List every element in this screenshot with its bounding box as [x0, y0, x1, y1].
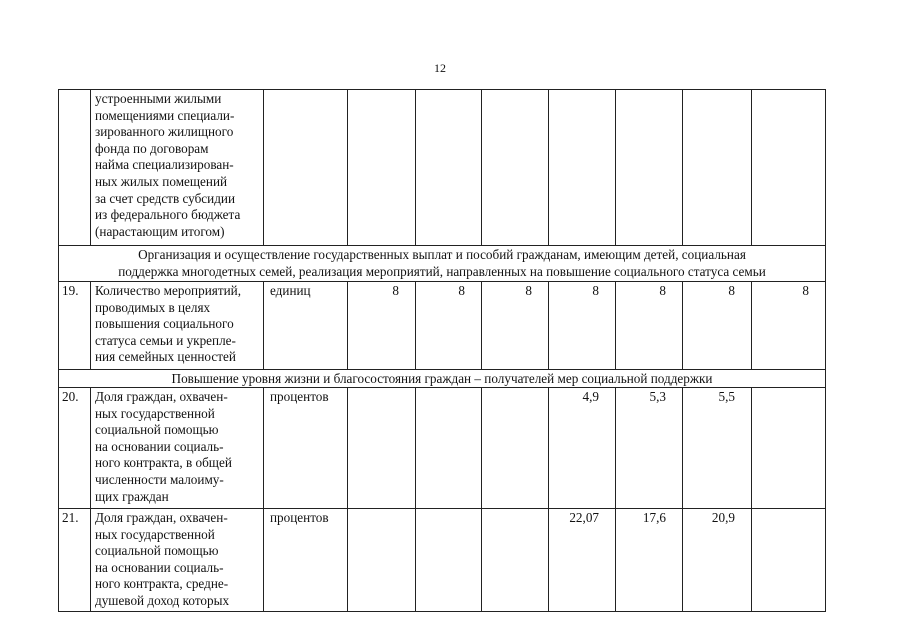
row-number-cell: 21.	[59, 509, 91, 612]
section-header-row	[59, 370, 826, 388]
row-number-cell	[59, 90, 91, 246]
indicator-description: устроенными жилыми помещениями специали- зированного жилищного фонда по договорам найма специализирован- ных жилых помещений за счет средств субсидии из федерального бюджета (нарастающим итогом)	[91, 90, 264, 246]
value-cell: 5,5	[683, 388, 752, 509]
unit-cell: процентов	[264, 388, 348, 509]
value-cell	[752, 509, 826, 612]
section-title-welfare: Повышение уровня жизни и благосостояния граждан – получателей мер социальной поддержки	[59, 370, 826, 388]
page-number: 12	[434, 61, 446, 75]
value-cell: 22,07	[549, 509, 616, 612]
value-cell	[752, 388, 826, 509]
indicators-table	[58, 89, 826, 612]
value-cell	[482, 388, 549, 509]
value-cell	[482, 509, 549, 612]
value-cell: 4,9	[549, 388, 616, 509]
row-number-cell: 20.	[59, 388, 91, 509]
indicator-description: Доля граждан, охвачен- ных государственной социальной помощью на основании социаль- ного контракта, средне- душевой доход которых	[91, 509, 264, 612]
value-cell	[348, 388, 416, 509]
table-row-continued	[59, 90, 826, 246]
row-number-cell: 19.	[59, 282, 91, 370]
value-cell	[482, 90, 549, 246]
value-cell	[348, 509, 416, 612]
indicator-description: Доля граждан, охвачен- ных государственной социальной помощью на основании социаль- ного контракта, в общей численности малоиму- щих граждан	[91, 388, 264, 509]
value-cell	[683, 90, 752, 246]
value-cell	[348, 90, 416, 246]
table-row-19	[59, 282, 826, 370]
value-cell	[416, 90, 482, 246]
value-cell: 8	[348, 282, 416, 370]
section-title-family-support: Организация и осуществление государственных выплат и пособий гражданам, имеющим детей, социальная поддержка многодетных семей, реализация мероприятий, направленных на повышение социального статуса семьи	[59, 246, 826, 282]
value-cell: 8	[616, 282, 683, 370]
value-cell	[616, 90, 683, 246]
unit-cell: процентов	[264, 509, 348, 612]
value-cell: 20,9	[683, 509, 752, 612]
value-cell: 8	[482, 282, 549, 370]
value-cell	[416, 388, 482, 509]
value-cell: 8	[416, 282, 482, 370]
value-cell: 5,3	[616, 388, 683, 509]
table-row-20	[59, 388, 826, 509]
section-header-row	[59, 246, 826, 282]
value-cell: 8	[549, 282, 616, 370]
unit-cell: единиц	[264, 282, 348, 370]
value-cell: 8	[752, 282, 826, 370]
value-cell	[416, 509, 482, 612]
value-cell: 17,6	[616, 509, 683, 612]
value-cell	[549, 90, 616, 246]
value-cell: 8	[683, 282, 752, 370]
table-row-21	[59, 509, 826, 612]
indicator-description: Количество мероприятий, проводимых в целях повышения социального статуса семьи и укрепле- ния семейных ценностей	[91, 282, 264, 370]
value-cell	[752, 90, 826, 246]
unit-cell	[264, 90, 348, 246]
